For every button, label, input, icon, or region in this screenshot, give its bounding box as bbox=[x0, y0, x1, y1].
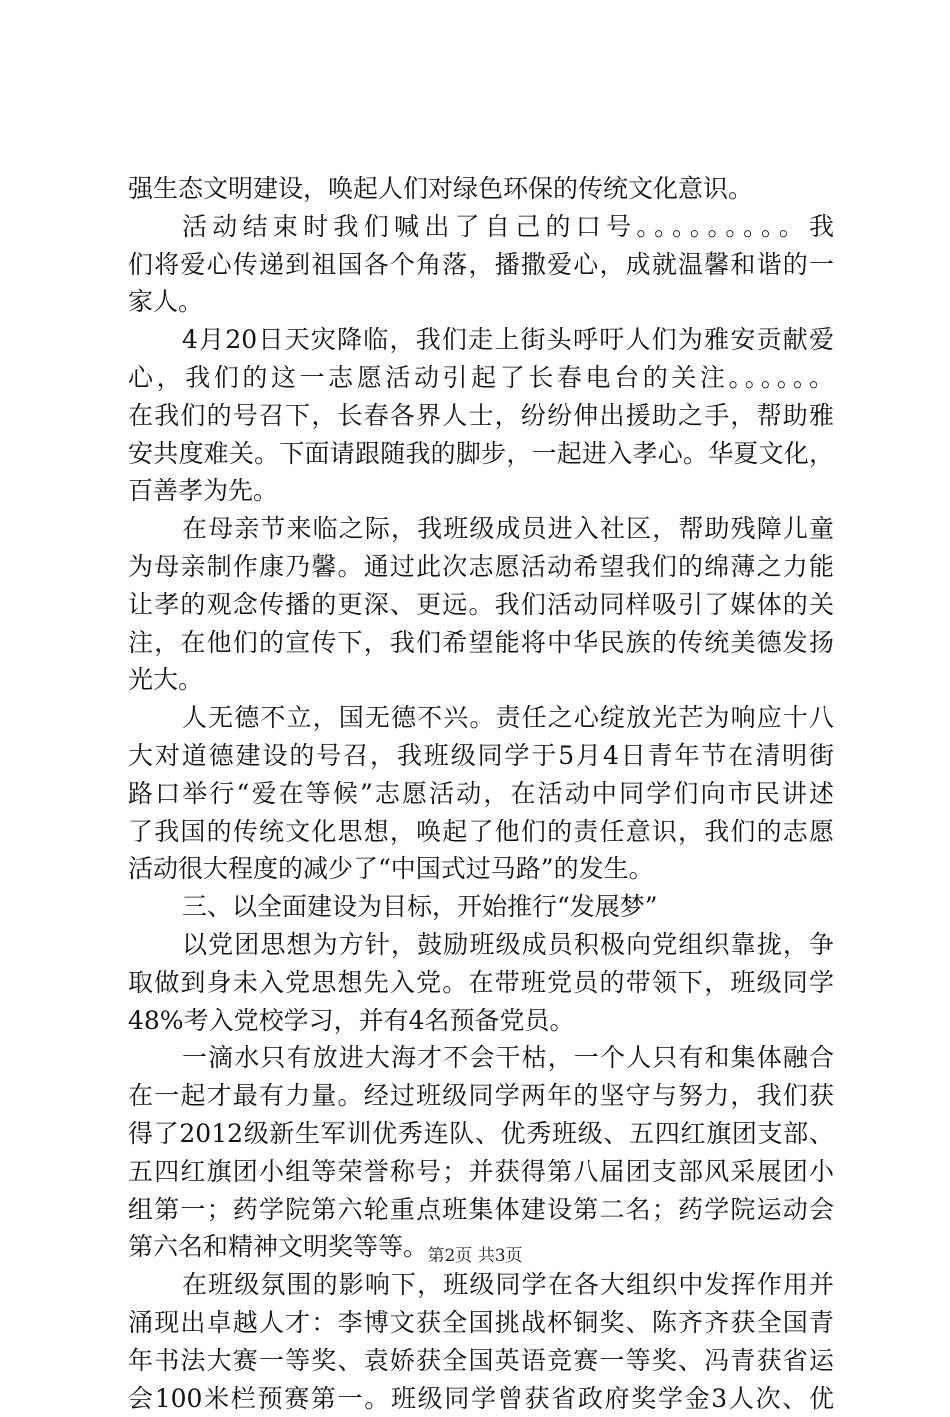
text-line: 注，在他们的宣传下，我们希望能将中华民族的传统美德发扬 bbox=[128, 624, 834, 662]
paragraph-first-line: 在母亲节来临之际，我班级成员进入社区，帮助残障儿童 bbox=[128, 510, 834, 548]
document-body bbox=[128, 170, 834, 1417]
text-line: 让孝的观念传播的更深、更远。我们活动同样吸引了媒体的关 bbox=[128, 586, 834, 624]
paragraph-first-line: 4月20日天灾降临，我们走上街头呼吁人们为雅安贡献爱 bbox=[128, 321, 834, 359]
text-line: 涌现出卓越人才：李博文获全国挑战杯铜奖、陈齐齐获全国青 bbox=[128, 1304, 834, 1342]
text-line: 年书法大赛一等奖、袁娇获全国英语竞赛一等奖、冯青获省运 bbox=[128, 1342, 834, 1380]
paragraph-first-line: 活动结束时我们喊出了自己的口号。。。。。。。。。我 bbox=[128, 208, 834, 246]
text-line: 在我们的号召下，长春各界人士，纷纷伸出援助之手，帮助雅 bbox=[128, 397, 834, 435]
paragraph-first-line: 在班级氛围的影响下，班级同学在各大组织中发挥作用并 bbox=[128, 1266, 834, 1304]
text-line: 48%考入党校学习，并有4名预备党员。 bbox=[128, 1002, 834, 1040]
text-line: 光大。 bbox=[128, 661, 834, 699]
text-line: 得了2012级新生军训优秀连队、优秀班级、五四红旗团支部、 bbox=[128, 1115, 834, 1153]
text-line: 大对道德建设的号召，我班级同学于5月4日青年节在清明街 bbox=[128, 737, 834, 775]
text-line: 了我国的传统文化思想，唤起了他们的责任意识，我们的志愿 bbox=[128, 813, 834, 851]
text-line: 心，我们的这一志愿活动引起了长春电台的关注。。。。。。 bbox=[128, 359, 834, 397]
text-line: 为母亲制作康乃馨。通过此次志愿活动希望我们的绵薄之力能 bbox=[128, 548, 834, 586]
paragraph-first-line: 一滴水只有放进大海才不会干枯，一个人只有和集体融合 bbox=[128, 1039, 834, 1077]
text-line: 在一起才最有力量。经过班级同学两年的坚守与努力，我们获 bbox=[128, 1077, 834, 1115]
text-line: 第六名和精神文明奖等等。 bbox=[128, 1228, 834, 1266]
text-line: 五四红旗团小组等荣誉称号；并获得第八届团支部风采展团小 bbox=[128, 1153, 834, 1191]
text-line: 强生态文明建设，唤起人们对绿色环保的传统文化意识。 bbox=[128, 170, 834, 208]
page-footer: 第2页 共3页 bbox=[0, 1244, 950, 1268]
paragraph-first-line: 以党团思想为方针，鼓励班级成员积极向党组织靠拢，争 bbox=[128, 926, 834, 964]
text-line: 活动很大程度的减少了“中国式过马路”的发生。 bbox=[128, 850, 834, 888]
text-line: 百善孝为先。 bbox=[128, 472, 834, 510]
text-line: 路口举行“爱在等候”志愿活动，在活动中同学们向市民讲述 bbox=[128, 775, 834, 813]
text-line: 家人。 bbox=[128, 283, 834, 321]
paragraph-first-line: 人无德不立，国无德不兴。责任之心绽放光芒为响应十八 bbox=[128, 699, 834, 737]
text-line: 取做到身未入党思想先入党。在带班党员的带领下，班级同学 bbox=[128, 964, 834, 1002]
text-line: 组第一；药学院第六轮重点班集体建设第二名；药学院运动会 bbox=[128, 1191, 834, 1229]
section-heading: 三、以全面建设为目标，开始推行“发展梦” bbox=[128, 888, 834, 926]
text-line: 会100米栏预赛第一。班级同学曾获省政府奖学金3人次、优 bbox=[128, 1380, 834, 1417]
text-line: 安共度难关。下面请跟随我的脚步，一起进入孝心。华夏文化， bbox=[128, 435, 834, 473]
text-line: 们将爱心传递到祖国各个角落，播撒爱心，成就温馨和谐的一 bbox=[128, 246, 834, 284]
